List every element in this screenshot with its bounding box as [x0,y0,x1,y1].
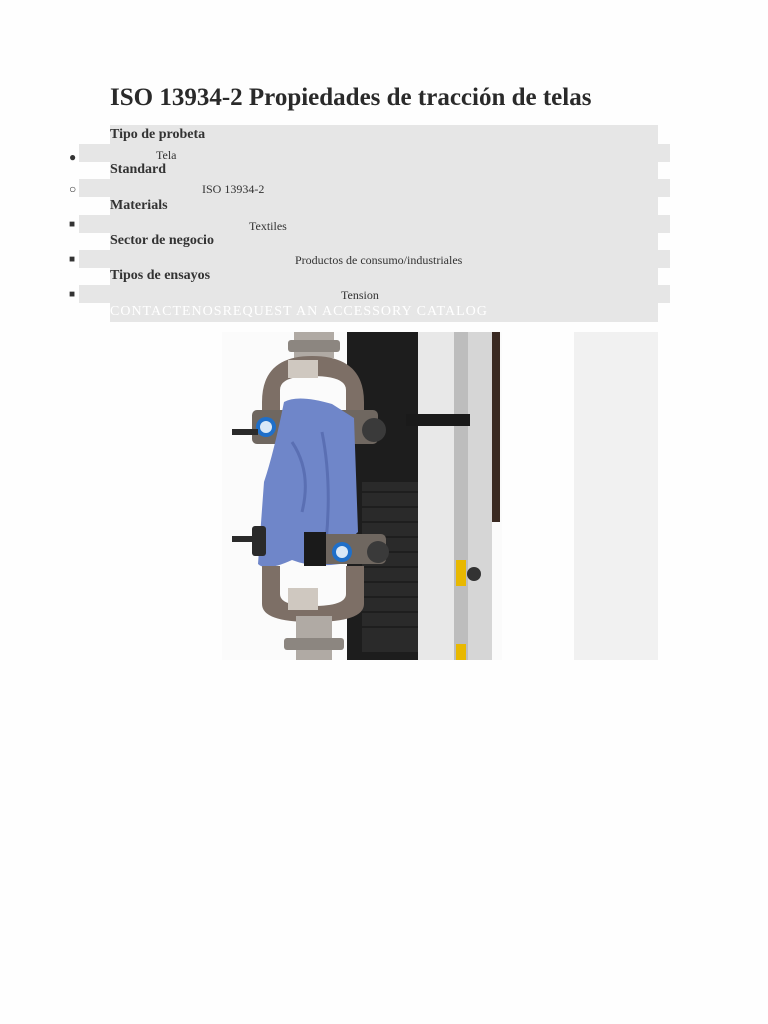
spec-row-band [79,179,670,197]
request-catalog-link[interactable]: REQUEST AN ACCESSORY CATALOG [222,304,488,319]
spec-label-business-sector: Sector de negocio [110,233,214,248]
side-panel [574,332,658,660]
tensile-grip-illustration [222,332,502,660]
spec-label-standard: Standard [110,162,167,177]
spec-value-specimen-type: Tela [156,148,177,162]
bullet-icon: ● [69,150,77,164]
bullet-icon: ■ [69,254,76,265]
spec-value-materials: Textiles [249,219,287,233]
spec-row-band [79,215,670,233]
spec-value-business-sector: Productos de consumo/industriales [295,253,463,267]
bullet-icon: ■ [69,219,76,230]
bullet-icon: ■ [69,289,76,300]
bullet-icon: ○ [69,182,77,196]
cta-links [110,304,488,320]
page-title: ISO 13934-2 Propiedades de tracción de telas [110,84,592,111]
product-photo [222,332,502,660]
spec-label-materials: Materials [110,198,168,213]
spec-label-test-types: Tipos de ensayos [110,268,211,283]
contact-link[interactable]: CONTACTENOS [110,304,223,319]
spec-label-specimen-type: Tipo de probeta [110,127,206,142]
spec-value-standard: ISO 13934-2 [202,182,265,196]
spec-value-test-types: Tension [341,288,379,302]
